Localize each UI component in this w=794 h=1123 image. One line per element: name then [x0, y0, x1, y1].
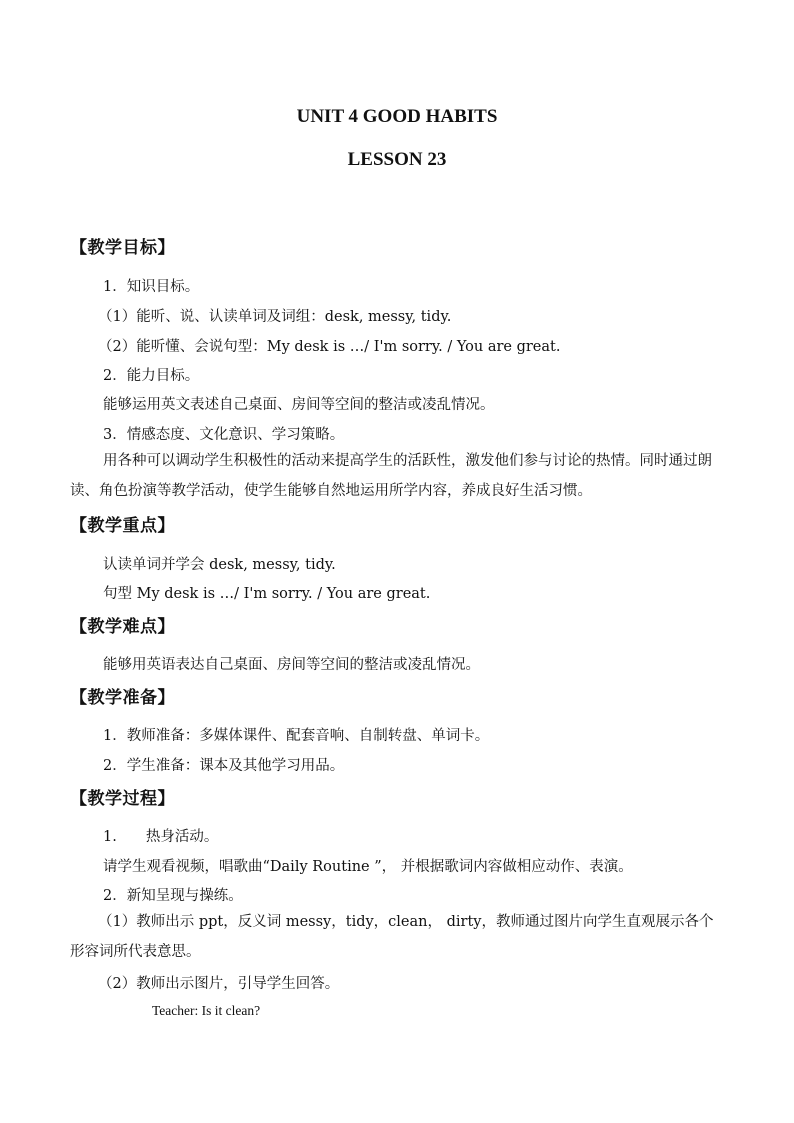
objective-line: 能够运用英文表述自己桌面、房间等空间的整洁或凌乱情况。 [103, 397, 495, 413]
process-line: 请学生观看视频，唱歌曲“Daily Routine ”， 并根据歌词内容做相应动作、表演。 [103, 859, 633, 875]
heading-objectives: 【教学目标】 [70, 238, 175, 258]
heading-key-points: 【教学重点】 [70, 516, 175, 536]
key-point-line: 认读单词并学会 desk, messy, tidy. [103, 557, 336, 573]
process-line: （2）教师出示图片，引导学生回答。 [98, 976, 340, 992]
heading-process: 【教学过程】 [70, 789, 175, 809]
objective-line: 1．知识目标。 [103, 279, 200, 295]
process-line: 1. 热身活动。 [103, 829, 219, 845]
process-paragraph: （1）教师出示 ppt，反义词 messy，tidy，clean， dirty，教师通过图片向学生直观展示各个形容词所代表意思。 [70, 914, 714, 960]
heading-difficulties: 【教学难点】 [70, 617, 175, 637]
objective-line: （1）能听、说、认读单词及词组：desk, messy, tidy. [98, 309, 452, 325]
lesson-title: LESSON 23 [347, 149, 447, 170]
preparation-line: 2．学生准备：课本及其他学习用品。 [103, 758, 345, 774]
difficulty-line: 能够用英语表达自己桌面、房间等空间的整洁或凌乱情况。 [103, 657, 480, 673]
unit-title: UNIT 4 GOOD HABITS [296, 106, 498, 127]
objective-line: 3．情感态度、文化意识、学习策略。 [103, 427, 345, 443]
process-line: 2．新知呈现与操练。 [103, 888, 243, 904]
heading-preparation: 【教学准备】 [70, 688, 175, 708]
teacher-dialogue: Teacher: Is it clean? [152, 1003, 261, 1018]
preparation-line: 1．教师准备：多媒体课件、配套音响、自制转盘、单词卡。 [103, 728, 490, 744]
objective-line: （2）能听懂、会说句型：My desk is …/ I'm sorry. / You are great. [98, 339, 561, 355]
objective-paragraph: 用各种可以调动学生积极性的活动来提高学生的活跃性，激发他们参与讨论的热情。同时通过朗读、角色扮演等教学活动，使学生能够自然地运用所学内容，养成良好生活习惯。 [70, 453, 712, 499]
objective-line: 2．能力目标。 [103, 368, 200, 384]
key-point-line: 句型 My desk is …/ I'm sorry. / You are great. [103, 586, 431, 602]
